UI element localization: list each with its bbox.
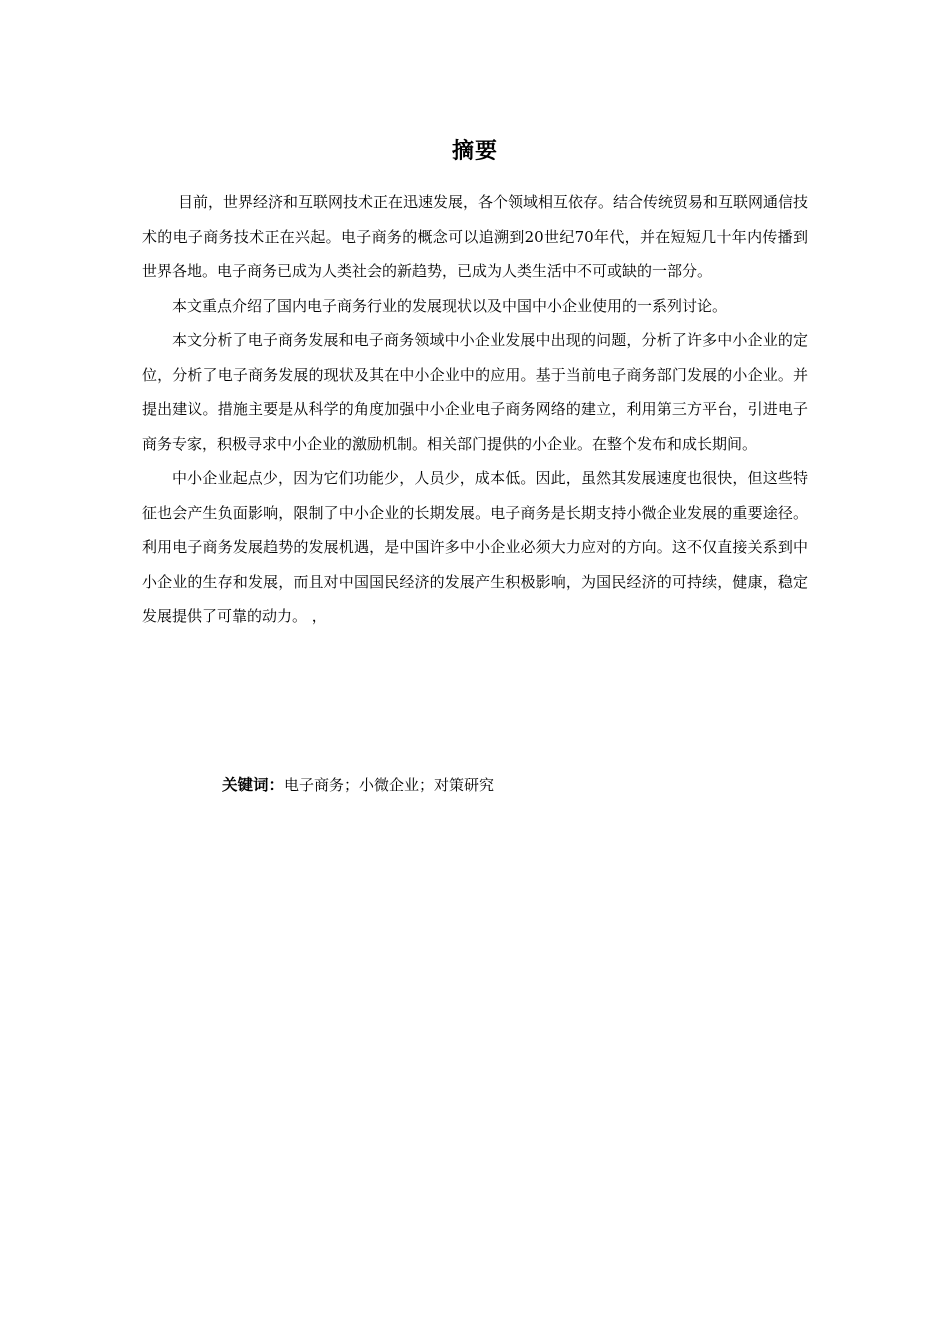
keywords-value: 电子商务；小微企业；对策研究 xyxy=(284,776,495,794)
abstract-paragraph-1: 目前，世界经济和互联网技术正在迅速发展，各个领域相互依存。结合传统贸易和互联网通信技术的电子商务技术正在兴起。电子商务的概念可以追溯到20世纪70年代，并在短短几十年内传播到世界各地。电子商务已成为人类社会的新趋势，已成为人类生活中不可或缺的一部分。 xyxy=(142,193,809,280)
abstract-paragraph-4: 中小企业起点少，因为它们功能少，人员少，成本低。因此，虽然其发展速度也很快，但这些特征也会产生负面影响，限制了中小企业的长期发展。电子商务是长期支持小微企业发展的重要途径。利用电子商务发展趋势的发展机遇，是中国许多中小企业必须大力应对的方向。这不仅直接关系到中小企业的生存和发展，而且对中国国民经济的发展产生积极影响，为国民经济的可持续，健康，稳定发展提供了可靠的动力。 ， xyxy=(142,469,808,625)
keywords-line xyxy=(222,770,494,800)
abstract-title: 摘要 xyxy=(451,139,498,164)
abstract-paragraph-2: 本文重点介绍了国内电子商务行业的发展现状以及中国中小企业使用的一系列讨论。 xyxy=(172,296,728,315)
abstract-body xyxy=(142,185,808,634)
abstract-paragraph-3: 本文分析了电子商务发展和电子商务领域中小企业发展中出现的问题，分析了许多中小企业的定位，分析了电子商务发展的现状及其在中小企业中的应用。基于当前电子商务部门发展的小企业。并提出建议。措施主要是从科学的角度加强中小企业电子商务网络的建立，利用第三方平台，引进电子商务专家，积极寻求中小企业的激励机制。相关部门提供的小企业。在整个发布和成长期间。 xyxy=(142,331,808,453)
keywords-label: 关键词： xyxy=(222,776,285,794)
